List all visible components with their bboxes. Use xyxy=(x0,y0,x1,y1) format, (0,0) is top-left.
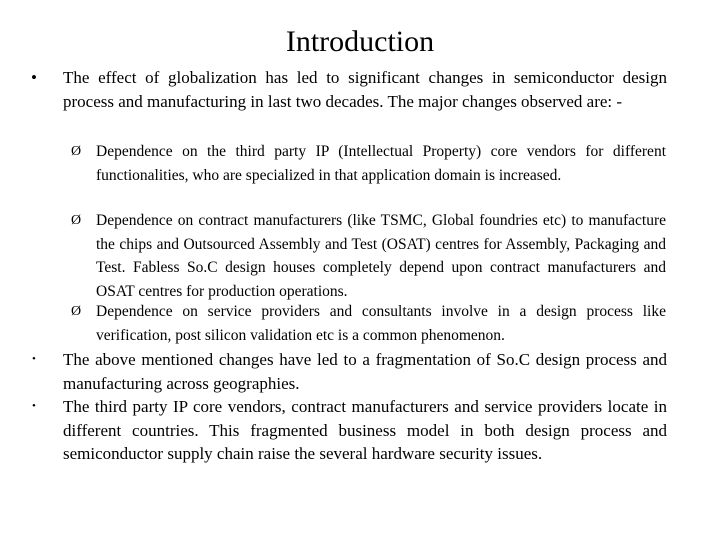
bullet-security-issues xyxy=(32,395,667,466)
sub-bullet-text: Dependence on contract manufacturers (like TSMC, Global foundries etc) to manufacture the chips and Outsourced Assembly and Test (OSAT) centres for Assembly, Packaging and Test. Fabless So.C design houses completely depend upon contract manufacturers and OSAT centres for production operations. xyxy=(96,212,666,300)
sub-bullet-text: Dependence on the third party IP (Intellectual Property) core vendors for different functionalities, who are specialized in that application domain is increased. xyxy=(96,143,666,184)
bullet-marker: • xyxy=(32,400,36,412)
arrow-bullet-icon: Ø xyxy=(71,144,82,159)
sub-bullet-contract-manufacturers xyxy=(71,209,666,303)
bullet-text: The effect of globalization has led to significant changes in semiconductor design process and manufacturing in last two decades. The major changes observed are: - xyxy=(63,68,667,111)
sub-bullet-ip-vendors xyxy=(71,140,666,187)
arrow-bullet-icon: Ø xyxy=(71,304,82,319)
sub-bullet-text: Dependence on service providers and consultants involve in a design process like verification, post silicon validation etc is a common phenomenon. xyxy=(96,303,666,344)
arrow-bullet-icon: Ø xyxy=(71,213,82,228)
bullet-text: The above mentioned changes have led to a fragmentation of So.C design process and manufacturing across geographies. xyxy=(63,350,667,393)
bullet-marker: • xyxy=(32,353,36,365)
sub-bullet-service-providers xyxy=(71,300,666,347)
bullet-fragmentation xyxy=(32,348,667,395)
bullet-globalization xyxy=(31,66,667,113)
bullet-marker: • xyxy=(31,68,37,87)
bullet-text: The third party IP core vendors, contract manufacturers and service providers locate in different countries. This fragmented business model in both design process and semiconductor supply chain raise the several hardware security issues. xyxy=(63,397,667,463)
slide-title: Introduction xyxy=(285,25,435,58)
